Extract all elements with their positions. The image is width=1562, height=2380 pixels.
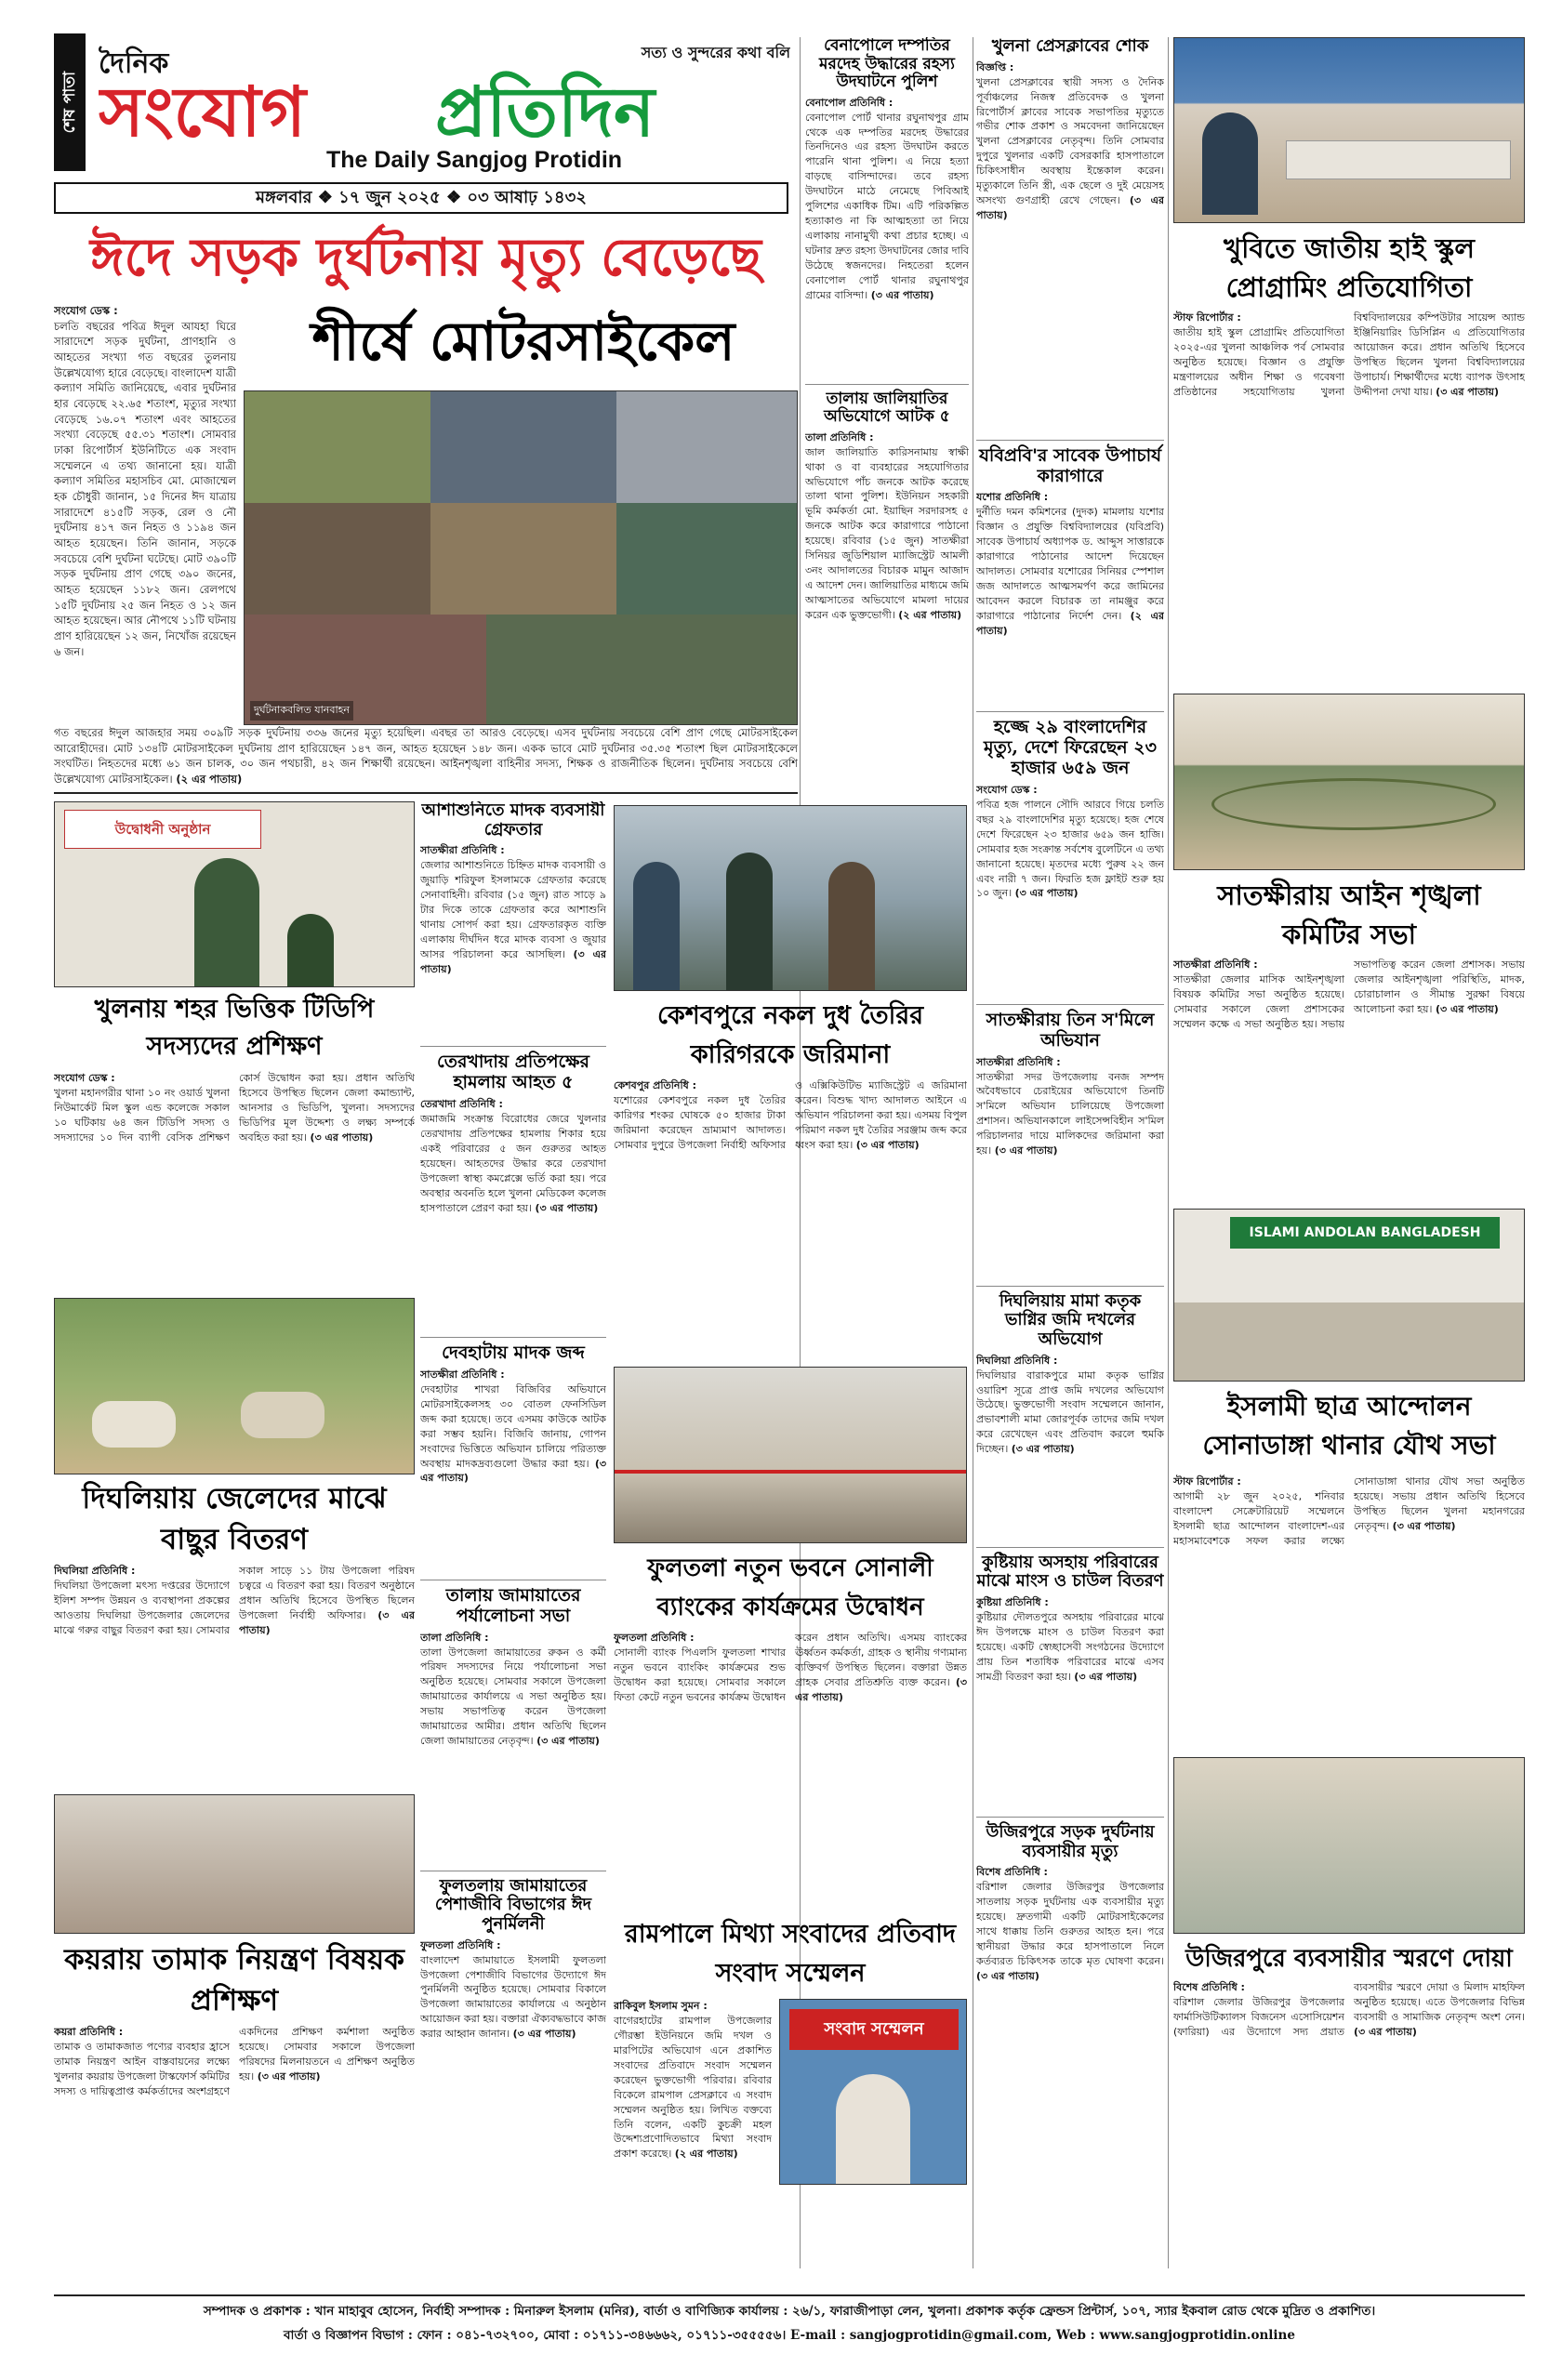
lead-continue: (২ এর পাতায়) bbox=[176, 773, 243, 787]
title-part2: প্রতিদিন bbox=[435, 73, 655, 152]
story-benapole-continue: (৩ এর পাতায়) bbox=[870, 288, 934, 301]
lead-body-bottom bbox=[54, 725, 798, 787]
story-tala-text: জাল জালিয়াতি কারিসনামায় স্বাক্ষী থাকা ও বা ব্যবহারের সহযোগিতার অভিযোগে পাঁচ জনকে আটক করেছে তালা থানা পুলিশ। ইউনিয়ন সহকারী ভূমি কর্মকর্তা মো. ইয়াছিন সরদারসহ ৫ জনকে আটক করে কারাগারে পাঠানো হয়েছে। রবিবার (১৫ জুন) সাতক্ষীরা সিনিয়র জুডিশিয়াল ম্যাজিস্ট্রেট আমলী ৩নং আদালতের বিচারক মামুন আজাদ এ আদেশ দেন। জালিয়াতির মাধ্যমে জমি আত্মসাতের অভিযোগে মামলা দায়ের করেন এক ভুক্তভোগী। bbox=[805, 445, 969, 621]
story-press-club-text: খুলনা প্রেসক্লাবের স্থায়ী সদস্য ও দৈনিক পূর্বাঞ্চলের নিজস্ব প্রতিবেদক ও খুলনা রিপোর্টার্স ক্লাবের সাবেক সভাপতির মৃত্যুতে গভীর শোক প্রকাশ ও সমবেদনা জানিয়েছেন খুলনা প্রেসক্লাবের নেতৃবৃন্দ। তিনি সোমবার দুপুরে খুলনার একটি বেসরকারি হাসপাতালে চিকিৎসাধীন অবস্থায় ইন্তেকাল করেন। মৃত্যুকালে তিনি স্ত্রী, এক ছেলে ও দুই মেয়েসহ অসংখ্য গুণগ্রাহী রেখে গেছেন। bbox=[976, 75, 1164, 207]
story-calf-body bbox=[54, 1564, 415, 1783]
story-rampal-body bbox=[614, 1999, 772, 2278]
story-jasu-headline: যবিপ্রবি'র সাবেক উপাচার্য কারাগারে bbox=[976, 440, 1164, 487]
story-sawmill-body bbox=[976, 1055, 1164, 1278]
pre-title: দৈনিক bbox=[99, 47, 169, 78]
photo-tobacco-training bbox=[54, 1794, 415, 1934]
story-ashashuni-body bbox=[420, 843, 606, 1038]
story-milk-continue: (৩ এর পাতায়) bbox=[855, 1138, 920, 1151]
story-calf-text: দিঘলিয়া উপজেলা মৎস্য দপ্তরের উদ্যোগে ইলিশ সম্পদ উন্নয়ন ও ব্যবস্থাপনা প্রকল্পের আওতায় দিঘলিয়া উপজেলার জেলেদের মাঝে গরুর বাছুর বিতরণ করা হয়। সোমবার সকাল সাড়ে ১১ টায় উপজেলা পরিষদ চত্বরে এ বিতরণ করা হয়। বিতরণ অনুষ্ঠানে প্রধান অতিথি হিসেবে উপস্থিত ছিলেন উপজেলা নির্বাহী অফিসার। bbox=[54, 1565, 415, 1636]
story-ashashuni-headline: আশাশুনিতে মাদক ব্যবসায়ী গ্রেফতার bbox=[421, 801, 605, 840]
story-kuet-body bbox=[1173, 311, 1525, 682]
story-tobacco-continue: (৩ এর পাতায়) bbox=[257, 2069, 321, 2082]
footer-line1: সম্পাদক ও প্রকাশক : খান মাহাবুব হোসেন, নির্বাহী সম্পাদক : মিনারুল ইসলাম (মনির), বার্তা ও বাণিজ্যিক কার্যালয় : ২৬/১, ফারাজীপাড়া লেন, খুলনা। প্রকাশক কর্তৃক ফ্রেন্ডস প্রিন্টার্স, ১০৭, স্যার ইকবাল রোড থেকে মুদ্রিত ও প্রকাশিত। bbox=[203, 2304, 1376, 2319]
story-tala-jamaat-continue: (৩ এর পাতায়) bbox=[536, 1735, 600, 1748]
story-land-body bbox=[976, 1354, 1164, 1540]
story-terokhada-text: জমাজমি সংক্রান্ত বিরোধের জেরে খুলনার তেরখাদায় প্রতিপক্ষের হামলায় শিকার হয়ে একই পরিবারের ৫ জন গুরুতর আহত হয়েছেন। আহতদের উদ্ধার করে তেরখাদা উপজেলা স্বাস্থ্য কমপ্লেক্সে ভর্তি করা হয়। পরে অবস্থার অবনতি হলে খুলনা মেডিকেল কলেজ হাসপাতালে প্রেরণ করা হয়। bbox=[420, 1113, 606, 1214]
story-tala-jamaat-body bbox=[420, 1631, 606, 1863]
story-milk-body bbox=[614, 1078, 967, 1357]
story-islami-text: আগামী ২৮ জুন ২০২৫, শনিবার বাংলাদেশ সেক্রেটারিয়েট সম্মেলনে ইসলামী ছাত্র আন্দোলন বাংলাদেশ-এর মহাসমাবেশকে সফল করার লক্ষ্যে সোনাডাঙ্গা থানার যৌথ সভা অনুষ্ঠিত হয়েছে। সভায় প্রধান অতিথি হিসেবে উপস্থিত ছিলেন খুলনা মহানগরের নেতৃবৃন্দ। bbox=[1173, 1475, 1525, 1547]
side-tab bbox=[54, 33, 86, 171]
story-press-club-byline: বিজ্ঞপ্তি : bbox=[976, 60, 1014, 73]
story-sawmill-headline: সাতক্ষীরায় তিন স'মিলে অভিযান bbox=[976, 1004, 1164, 1051]
story-sonali-headline: ফুলতলা নতুন ভবনে সোনালী ব্যাংকের কার্যক্রমের উদ্বোধন bbox=[647, 1554, 933, 1621]
story-fultala-jamaat-body bbox=[420, 1938, 606, 2171]
story-jasu-continue: (২ এর পাতায়) bbox=[976, 609, 1164, 637]
lead-headline: ঈদে সড়ক দুর্ঘটনায় মৃত্যু বেড়েছে bbox=[90, 227, 761, 288]
story-rampal-continue: (২ এর পাতায়) bbox=[674, 2148, 738, 2161]
story-milk-headline: কেশবপুরে নকল দুধ তৈরির কারিগরকে জরিমানা bbox=[656, 1001, 924, 1069]
side-tab-label: শেষ পাতা bbox=[60, 71, 79, 134]
date-line: মঙ্গলবার ❖ ১৭ জুন ২০২৫ ❖ ০৩ আষাঢ় ১৪৩২ bbox=[54, 182, 788, 214]
story-ujirpur-doa-body bbox=[1173, 1980, 1525, 2287]
lead-bottom-rule bbox=[54, 792, 798, 794]
story-satkhira-law-continue: (৩ এর পাতায়) bbox=[1435, 1002, 1499, 1015]
mid-column bbox=[976, 37, 1164, 2268]
story-tobacco-byline: কয়রা প্রতিনিধি : bbox=[54, 2026, 124, 2038]
story-hajj-text: পবিত্র হজ পালনে সৌদি আরবে গিয়ে চলতি বছর ২৯ বাংলাদেশির মৃত্যু হয়েছে। হজ শেষে দেশে ফিরেছেন ২৩ হাজার ৬৫৯ জন হাজি। সোমবার হজ সংক্রান্ত সর্বশেষ বুলেটিনে এ তথ্য জানানো হয়েছে। মৃতদের মধ্যে পুরুষ ২২ জন এবং নারী ৭ জন। ফিরতি হজ ফ্লাইট শুরু হয় ১০ জুন। bbox=[976, 798, 1164, 900]
story-ujirpur-accident-text: বরিশাল জেলার উজিরপুর উপজেলার সাতলায় সড়ক দুর্ঘটনায় এক ব্যবসায়ীর মৃত্যু হয়েছে। দ্রুতগামী একটি মোটরসাইকেলের সাথে ধাক্কায় তিনি গুরুতর আহত হন। পরে স্থানীয়রা উদ্ধার করে হাসপাতালে নিলে কর্তব্যরত চিকিৎসক তাকে মৃত ঘোষণা করেন। bbox=[976, 1881, 1164, 1968]
story-rampal-text: বাগেরহাটের রামপাল উপজেলার গৌরম্ভা ইউনিয়নে জমি দখল ও মারপিটের অভিযোগ এনে প্রকাশিত সংবাদের প্রতিবাদে সংবাদ সম্মেলন করেছেন ভুক্তভোগী পরিবার। রবিবার বিকেলে রামপাল প্রেসক্লাবে এ সংবাদ সম্মেলন অনুষ্ঠিত হয়। লিখিত বক্তব্যে তিনি বলেন, একটি কুচক্রী মহল উদ্দেশ্যপ্রণোদিতভাবে মিথ্যা সংবাদ প্রকাশ করেছে। bbox=[614, 2014, 772, 2161]
story-calf-continue: (৩ এর পাতায়) bbox=[239, 1608, 415, 1636]
story-rampal-byline: রাকিবুল ইসলাম সুমন : bbox=[614, 2000, 708, 2012]
story-tdp-continue: (৩ এর পাতায়) bbox=[310, 1130, 374, 1144]
photo-tdp-training bbox=[54, 801, 415, 987]
story-kuet-byline: স্টাফ রিপোর্টার : bbox=[1173, 311, 1241, 324]
second-column bbox=[420, 801, 606, 2289]
story-ujirpur-accident-body bbox=[976, 1865, 1164, 2079]
story-islami-body bbox=[1173, 1474, 1525, 1753]
story-fultala-jamaat-text: বাংলাদেশ জামায়াতে ইসলামী ফুলতলা উপজেলা পেশাজীবি বিভাগের উদ্যোগে ঈদ পুনর্মিলনী অনুষ্ঠিত হয়েছে। সোমবার বিকালে উপজেলা জামায়াতের কার্যালয়ে এ অনুষ্ঠান আয়োজন করা হয়। বক্তারা ঐক্যবদ্ধভাবে কাজ করার আহ্বান জানান। bbox=[420, 1953, 606, 2041]
story-ujirpur-doa-byline: বিশেষ প্রতিনিধি : bbox=[1173, 1981, 1245, 1993]
photo-ujirpur-doa bbox=[1173, 1757, 1525, 1934]
story-debhata-headline: দেবহাটায় মাদক জব্দ bbox=[420, 1337, 606, 1364]
story-tala-jamaat-headline: তালায় জামায়াতের পর্যালোচনা সভা bbox=[420, 1580, 606, 1627]
story-benapole-body bbox=[805, 96, 969, 375]
story-terokhada-headline: তেরখাদায় প্রতিপক্ষের হামলায় আহত ৫ bbox=[420, 1046, 606, 1093]
story-benapole-byline: বেনাপোল প্রতিনিধি : bbox=[805, 96, 894, 109]
story-land-continue: (৩ এর পাতায়) bbox=[1011, 1443, 1075, 1456]
tdp-banner: উদ্বোধনী অনুষ্ঠান bbox=[64, 810, 261, 849]
story-tdp-headline: খুলনায় শহর ভিত্তিক টিডিপি সদস্যদের প্রশিক্ষণ bbox=[94, 995, 375, 1061]
story-sawmill-text: সাতক্ষীরা সদর উপজেলায় বনজ সম্পদ অবৈধভাবে চেরাইয়ের অভিযোগে তিনটি স'মিলে অভিযান চালিয়েছে উপজেলা প্রশাসন। অভিযানকালে লাইসেন্সবিহীন স'মিল পরিচালনার দায়ে মালিকদের জরিমানা করা হয়। bbox=[976, 1070, 1164, 1157]
story-sawmill-continue: (৩ এর পাতায়) bbox=[994, 1144, 1058, 1157]
story-satkhira-law-headline: সাতক্ষীরায় আইন শৃঙ্খলা কমিটির সভা bbox=[1217, 879, 1481, 950]
lead-subheadline: শীর্ষে মোটরসাইকেল bbox=[311, 310, 735, 373]
story-debhata-continue: (৩ এর পাতায়) bbox=[420, 1457, 606, 1485]
story-ujirpur-accident-byline: বিশেষ প্রতিনিধি : bbox=[976, 1866, 1048, 1879]
lead-photo-collage bbox=[244, 390, 798, 725]
story-kushtia-headline: কুষ্টিয়ায় অসহায় পরিবারের মাঝে মাংস ও চাউল বিতরণ bbox=[976, 1547, 1164, 1592]
title-part1: সংযোগ bbox=[99, 73, 307, 152]
story-tdp-byline: সংযোগ ডেস্ক : bbox=[54, 1072, 115, 1084]
footer-rule bbox=[54, 2294, 1525, 2296]
lead-byline: সংযোগ ডেস্ক : bbox=[54, 304, 118, 317]
rampal-banner: সংবাদ সম্মেলন bbox=[789, 2009, 959, 2050]
story-sonali-continue: (৩ এর পাতায়) bbox=[795, 1675, 967, 1703]
story-terokhada-body bbox=[420, 1097, 606, 1329]
center-column bbox=[805, 37, 969, 800]
photo-milk-fine bbox=[614, 805, 967, 991]
story-satkhira-law-text: সাতক্ষীরা জেলার মাসিক আইনশৃঙ্খলা বিষয়ক কমিটির সভা অনুষ্ঠিত হয়েছে। সোমবার সকালে জেলা প্রশাসকের সম্মেলন কক্ষে এ সভা অনুষ্ঠিত হয়। সভায় সভাপতিত্ব করেন জেলা প্রশাসক। সভায় জেলার আইনশৃঙ্খলা পরিস্থিতি, মাদক, চোরাচালান ও সীমান্ত সুরক্ষা বিষয়ে আলোচনা করা হয়। bbox=[1173, 959, 1525, 1030]
story-hajj-headline: হজ্জে ২৯ বাংলাদেশির মৃত্যু, দেশে ফিরেছেন ২৩ হাজার ৬৫৯ জন bbox=[976, 711, 1164, 779]
story-jasu-byline: যশোর প্রতিনিধি : bbox=[976, 491, 1049, 504]
story-sonali-byline: ফুলতলা প্রতিনিধি : bbox=[614, 1632, 695, 1644]
story-islami-continue: (৩ এর পাতায়) bbox=[1392, 1519, 1456, 1532]
story-kuet-continue: (৩ এর পাতায়) bbox=[1436, 385, 1500, 398]
story-kushtia-body bbox=[976, 1595, 1164, 1809]
story-tala-continue: (২ এর পাতায়) bbox=[898, 608, 962, 621]
story-benapole-text: বেনাপোল পোর্ট থানার রঘুনাথপুর গ্রাম থেকে এক দম্পতির মরদেহ উদ্ধারের তিনদিনেও এর রহস্য উদঘাটন করতে পারেনি থানা পুলিশ। এ নিয়ে হত্যা বাড়ছে বাসিন্দাদের। তবে রহস্য উদঘাটনে মাঠে নেমেছে পিবিআই পুলিশের একাধিক টিম। এটি পরিকল্পিত হত্যাকাণ্ড না কি আত্মহত্যা তা নিয়ে এলাকায় নানামুখী কথা প্রচার হচ্ছে। এ ঘটনার দ্রুত রহস্য উদঘাটনের জোর দাবি উঠেছে স্বজনদের। নিহতেরা হলেন বেনাপোল পোর্ট থানার রঘুনাথপুর গ্রামের বাসিন্দা। bbox=[805, 111, 969, 301]
photo-islami-andolan bbox=[1173, 1209, 1525, 1382]
story-hajj-continue: (৩ এর পাতায়) bbox=[1014, 887, 1079, 900]
story-milk-byline: কেশবপুর প্রতিনিধি : bbox=[614, 1079, 697, 1091]
story-kushtia-text: কুষ্টিয়ার দৌলতপুরে অসহায় পরিবারের মাঝে ঈদ উপলক্ষে মাংস ও চাউল বিতরণ করা হয়েছে। একটি স্বেচ্ছাসেবী সংগঠনের উদ্যোগে প্রায় তিন শতাধিক পরিবারের মাঝে এসব সামগ্রী বিতরণ করা হয়। bbox=[976, 1610, 1164, 1683]
col-divider-3 bbox=[1168, 37, 1169, 2268]
story-sonali-body bbox=[614, 1631, 967, 1910]
tagline: সত্য ও সুন্দরের কথা বলি bbox=[641, 44, 790, 61]
story-land-headline: দিঘলিয়ায় মামা কতৃক ভাগ্নির জমি দখলের অভিযোগ bbox=[976, 1286, 1164, 1350]
story-ujirpur-doa-continue: (৩ এর পাতায়) bbox=[1354, 2025, 1417, 2038]
story-ashashuni-text: জেলার আশাশুনিতে চিহ্নিত মাদক ব্যবসায়ী ও জুয়াড়ি শরিফুল ইসলামকে গ্রেফতার করেছে সেনাবাহিনী। রবিবার (১৫ জুন) রাত সাড়ে ৯ টার দিকে তাকে গ্রেফতার করে আশাশুনি থানায় সোপর্দ করা হয়। গ্রেফতারকৃত ব্যক্তি এলাকায় দীর্ঘদিন ধরে মাদক ব্যবসা ও জুয়ার আসর পরিচালনা করে আসছিল। bbox=[420, 859, 606, 960]
story-terokhada-byline: তেরখাদা প্রতিনিধি : bbox=[420, 1098, 503, 1111]
story-debhata-byline: সাতক্ষীরা প্রতিনিধি : bbox=[420, 1368, 505, 1381]
story-debhata-text: দেবহাটার শাখরা বিজিবির অভিযানে মোটরসাইকেলসহ ৩০ বোতল ফেনসিডিল জব্দ করা হয়েছে। তবে এসময় কাউকে আটক করা সম্ভব হয়নি। বিজিবি জানায়, গোপন সংবাদের ভিত্তিতে অভিযান চালিয়ে পরিত্যক্ত অবস্থায় মাদকদ্রব্যগুলো উদ্ধার করা হয়। bbox=[420, 1382, 606, 1470]
english-title: The Daily Sangjog Protidin bbox=[325, 147, 623, 173]
story-fultala-jamaat-headline: ফুলতলায় জামায়াতের পেশাজীবি বিভাগের ঈদ পুনর্মিলনী bbox=[420, 1871, 606, 1935]
story-sawmill-byline: সাতক্ষীরা প্রতিনিধি : bbox=[976, 1055, 1061, 1068]
lead-body-left bbox=[54, 303, 236, 721]
story-tala-headline: তালায় জালিয়াতির অভিযোগে আটক ৫ bbox=[805, 384, 969, 427]
lead-body-text: চলতি বছরের পবিত্র ঈদুল আযহা ঘিরে সারাদেশে সড়ক দুর্ঘটনা, প্রাণহানি ও আহতের সংখ্যা গত বছরের তুলনায় উল্লেখযোগ্য হারে বেড়েছে। বাংলাদেশ যাত্রী কল্যাণ সমিতি জানিয়েছে, এবার দুর্ঘটনার হার বেড়েছে ২২.৬৫ শতাংশ, মৃত্যুর সংখ্যা বেড়েছে ১৬.০৭ শতাংশ এবং আহতের সংখ্যা বেড়েছে ৫৫.৩১ শতাংশ। সোমবার ঢাকা রিপোর্টার্স ইউনিটিতে এক সংবাদ সম্মেলনে এ তথ্য জানানো হয়। যাত্রী কল্যাণ সমিতির মহাসচিব মো. মোজাম্মেল হক চৌধুরী জানান, ১৫ দিনের ঈদ যাত্রায় সারাদেশে ৪১৫টি সড়ক, রেল ও নৌ দুর্ঘটনায় ৪১৭ জন নিহত ও ১১৯৪ জন আহত হয়েছেন। তিনি জানান, সড়কে সবচেয়ে বেশি দুর্ঘটনা ঘটেছে। মোট ৩৯০টি সড়ক দুর্ঘটনায় প্রাণ গেছে ৩৯০ জনের, আহত হয়েছেন ১১৮২ জন। রেলপথে ১৫টি দুর্ঘটনায় ২৫ জন নিহত ও ১২ জন আহত হয়েছেন। আর নৌপথে ১১টি ঘটনায় প্রাণ হারিয়েছেন ১২ জন, নিখোঁজ রয়েছেন ৬ জন। bbox=[54, 319, 236, 658]
story-satkhira-law-body bbox=[1173, 958, 1525, 1199]
story-tobacco-body bbox=[54, 2025, 415, 2287]
story-milk-text: যশোরের কেশবপুরে নকল দুধ তৈরির কারিগর শংকর ঘোষকে ৫০ হাজার টাকা জরিমানা করেছেন ভ্রাম্যমাণ আদালত। সোমবার দুপুরে উপজেলা নির্বাহী অফিসার ও এক্সিকিউটিভ ম্যাজিস্ট্রেট এ জরিমানা করেন। বিশুদ্ধ খাদ্য আদালত আইনে এ অভিযান পরিচালনা করা হয়। এসময় বিপুল পরিমাণ নকল দুধ তৈরির সরঞ্জাম জব্দ করে ধ্বংস করা হয়। bbox=[614, 1079, 967, 1151]
lead-body-bottom-text: গত বছরের ঈদুল আজহার সময় ৩০৯টি সড়ক দুর্ঘটনায় ৩৩৬ জনের মৃত্যু হয়েছিল। এবছর তা আরও বেড়েছে। এসব দুর্ঘটনায় সবচেয়ে বেশি প্রাণ গেছে মোটরসাইকেল আরোহীদের। মোট ১৩৪টি মোটরসাইকেল দুর্ঘটনায় প্রাণ হারিয়েছেন ১৪৭ জন, আহত হয়েছেন ১৪৮ জন। একক ভাবে মোট দুর্ঘটনার ৩৫.৩৫ শতাংশ ছিল মোটরসাইকেলে সংঘটিত। নিহতদের মধ্যে ৬১ জন চালক, ৩০ জন পথচারী, ৪২ জন শিক্ষার্থী রয়েছেন। আইনশৃঙ্খলা বাহিনীর সদস্য, শিক্ষক ও রাজনীতিক ছিলেন। দুর্ঘটনায় সবচেয়ে বেশি উল্লেখযোগ্য মোটরসাইকেল। bbox=[54, 726, 798, 787]
story-calf-headline: দিঘলিয়ায় জেলেদের মাঝে বাছুর বিতরণ bbox=[82, 1482, 387, 1556]
photo-rampal-press bbox=[779, 1999, 967, 2185]
story-tala-jamaat-byline: তালা প্রতিনিধি : bbox=[420, 1631, 489, 1644]
photo-calf-distribution bbox=[54, 1298, 415, 1474]
story-ashashuni-byline: সাতক্ষীরা প্রতিনিধি : bbox=[420, 844, 505, 857]
story-press-club-headline: খুলনা প্রেসক্লাবের শোক bbox=[991, 37, 1149, 56]
story-tdp-body bbox=[54, 1071, 415, 1290]
story-kuet-headline: খুবিতে জাতীয় হাই স্কুল প্রোগ্রামিং প্রতিযোগিতা bbox=[1224, 232, 1475, 303]
story-benapole-headline: বেনাপোলে দম্পতির মরদেহ উদ্ধারের রহস্য উদঘাটনে পুলিশ bbox=[819, 37, 955, 92]
story-jasu-text: দুর্নীতি দমন কমিশনের (দুদক) মামলায় যশোর বিজ্ঞান ও প্রযুক্তি বিশ্ববিদ্যালয়ের (যবিপ্রবি) সাবেক উপাচার্য অধ্যাপক ড. আব্দুস সাত্তারকে কারাগারে পাঠানোর আদেশ দিয়েছেন আদালত। সোমবার যশোরের সিনিয়র স্পেশাল জজ আদালতে আত্মসমর্পণ করে জামিনের আবেদন করলে বিচারক তা নামঞ্জুর করে কারাগারে পাঠানোর নির্দেশ দেন। bbox=[976, 506, 1164, 622]
story-tala-byline: তালা প্রতিনিধি : bbox=[805, 430, 874, 443]
story-terokhada-continue: (৩ এর পাতায়) bbox=[535, 1201, 599, 1214]
photo-kuet-programming bbox=[1173, 37, 1525, 223]
story-fultala-jamaat-byline: ফুলতলা প্রতিনিধি : bbox=[420, 1938, 501, 1951]
story-land-text: দিঘলিয়ার বারাকপুরে মামা কতৃক ভাগ্নির ওয়ারিশ সূত্রে প্রাপ্ত জমি দখলের অভিযোগ উঠেছে। ভুক্তভোগী সংবাদ সম্মেলনে জানান, প্রভাবশালী মামা জোরপূর্বক তাদের জমি দখল করে রেখেছেন এবং প্রতিবাদ করলে হুমকি দিচ্ছেন। bbox=[976, 1368, 1164, 1456]
story-ashashuni-continue: (৩ এর পাতায়) bbox=[420, 947, 606, 975]
story-press-club-body bbox=[976, 60, 1164, 432]
footer-line2: বার্তা ও বিজ্ঞাপন বিভাগ : ফোন : ০৪১-৭৩২৭০০, মোবা : ০১৭১১-৩৪৬৬৬২, ০১৭১১-৩৫৫৫৫৬। E-mail : sangjogprotidin@gmail.com, Web : www.sangjogprotidin.online bbox=[284, 2328, 1295, 2343]
story-islami-headline: ইসলামী ছাত্র আন্দোলন সোনাডাঙ্গা থানার যৌথ সভা bbox=[1202, 1391, 1496, 1461]
story-tobacco-text: তামাক ও তামাকজাত পণ্যের ব্যবহার হ্রাসে তামাক নিয়ন্ত্রণ আইন বাস্তবায়নের লক্ষ্যে খুলনার কয়রায় উপজেলা টাস্কফোর্স কমিটির সদস্য ও দায়িত্বপ্রাপ্ত কর্মকর্তাদের অংশগ্রহণে একদিনের প্রশিক্ষণ কর্মশালা অনুষ্ঠিত হয়েছে। সোমবার সকালে উপজেলা পরিষদের মিলনায়তনে এ প্রশিক্ষণ অনুষ্ঠিত হয়। bbox=[54, 2026, 415, 2097]
lead-photo-caption: দুর্ঘটনাকবলিত যানবাহন bbox=[250, 701, 353, 721]
story-satkhira-law-byline: সাতক্ষীরা প্রতিনিধি : bbox=[1173, 959, 1258, 971]
islami-banner: ISLAMI ANDOLAN BANGLADESH bbox=[1230, 1217, 1500, 1249]
story-press-club-continue: (৩ এর পাতায়) bbox=[976, 194, 1164, 222]
story-tobacco-headline: কয়রায় তামাক নিয়ন্ত্রণ বিষয়ক প্রশিক্ষণ bbox=[64, 1943, 404, 2017]
story-ujirpur-doa-text: বরিশাল জেলার উজিরপুর উপজেলার ফার্মাসিউটিক্যালস বিজনেস এসোসিয়েশন (ফারিয়া) এর উদ্যোগে সদ্য প্রয়াত ব্যবসায়ীর স্মরণে দোয়া ও মিলাদ মাহফিল অনুষ্ঠিত হয়েছে। এতে উপজেলার বিভিন্ন ব্যবসায়ী ও সামাজিক নেতৃবৃন্দ অংশ নেন। bbox=[1173, 1981, 1525, 2038]
story-ujirpur-accident-headline: উজিরপুরে সড়ক দুর্ঘটনায় ব্যবসায়ীর মৃত্যু bbox=[976, 1817, 1164, 1861]
story-tdp-text: খুলনা মহানগরীর থানা ১০ নং ওয়ার্ড খুলনা নিউমার্কেট মিল স্কুল এন্ড কলেজে সকাল ১০ ঘটিকায় ৬৪ জন টিডিপি সদস্য ও সদস্যাদের ১০ দিন ব্যাপী বেসিক প্রশিক্ষণ কোর্স উদ্বোধন করা হয়। প্রধান অতিথি হিসেবে উপস্থিত ছিলেন জেলা কমান্ড্যান্ট, আনসার ও ভিডিপি, খুলনা। সদস্যদের ভিডিপির মূল উদ্দেশ্য ও লক্ষ্য সম্পর্কে অবহিত করা হয়। bbox=[54, 1072, 415, 1144]
story-tala-jamaat-text: তালা উপজেলা জামায়াতের রুকন ও কর্মী পরিষদ সদস্যদের নিয়ে পর্যালোচনা সভা অনুষ্ঠিত হয়েছে। সোমবার সকালে উপজেলা জামায়াতের কার্যালয়ে এ সভা অনুষ্ঠিত হয়। সভায় সভাপতিত্ব করেন উপজেলা জামায়াতের আমীর। প্রধান অতিথি ছিলেন জেলা জামায়াতের নেতৃবৃন্দ। bbox=[420, 1646, 606, 1748]
story-hajj-body bbox=[976, 783, 1164, 997]
photo-sonali-bank bbox=[614, 1367, 967, 1543]
story-fultala-jamaat-continue: (৩ এর পাতায়) bbox=[512, 2028, 576, 2041]
story-rampal-headline: রামপালে মিথ্যা সংবাদের প্রতিবাদ সংবাদ সম্মেলন bbox=[624, 1920, 957, 1988]
story-tala-body bbox=[805, 430, 969, 737]
story-islami-byline: স্টাফ রিপোর্টার : bbox=[1173, 1475, 1241, 1488]
story-kuet-text: জাতীয় হাই স্কুল প্রোগ্রামিং প্রতিযোগিতা ২০২৫-এর খুলনা আঞ্চলিক পর্ব সোমবার অনুষ্ঠিত হয়েছে। বিজ্ঞান ও প্রযুক্তি মন্ত্রণালয়ের অধীন শিক্ষা ও গবেষণা প্রতিষ্ঠানের সহযোগিতায় খুলনা বিশ্ববিদ্যালয়ের কম্পিউটার সায়েন্স অ্যান্ড ইঞ্জিনিয়ারিং ডিসিপ্লিন এ প্রতিযোগিতার আয়োজন করে। প্রধান অতিথি হিসেবে উপস্থিত ছিলেন খুলনা বিশ্ববিদ্যালয়ের উপাচার্য। শিক্ষার্থীদের মধ্যে ব্যাপক উৎসাহ উদ্দীপনা দেখা যায়। bbox=[1173, 311, 1525, 398]
story-debhata-body bbox=[420, 1368, 606, 1572]
story-kushtia-byline: কুষ্টিয়া প্রতিনিধি : bbox=[976, 1596, 1049, 1609]
story-jasu-body bbox=[976, 490, 1164, 704]
story-sonali-text: সোনালী ব্যাংক পিএলসি ফুলতলা শাখার নতুন ভবনে ব্যাংকিং কার্যক্রমের শুভ উদ্বোধন করা হয়েছে। সোমবার সকালে ফিতা কেটে নতুন ভবনের কার্যক্রম উদ্বোধন করেন প্রধান অতিথি। এসময় ব্যাংকের ঊর্ধ্বতন কর্মকর্তা, গ্রাহক ও স্থানীয় গণ্যমান্য ব্যক্তিবর্গ উপস্থিত ছিলেন। বক্তারা উন্নত গ্রাহক সেবার প্রতিশ্রুতি ব্যক্ত করেন। bbox=[614, 1632, 967, 1703]
story-kushtia-continue: (৩ এর পাতায়) bbox=[1074, 1670, 1138, 1683]
story-hajj-byline: সংযোগ ডেস্ক : bbox=[976, 783, 1038, 796]
story-ujirpur-accident-continue: (৩ এর পাতায়) bbox=[976, 1969, 1039, 1982]
story-land-byline: দিঘলিয়া প্রতিনিধি : bbox=[976, 1354, 1058, 1367]
story-ujirpur-doa-headline: উজিরপুরে ব্যবসায়ীর স্মরণে দোয়া bbox=[1185, 1945, 1513, 1973]
photo-law-order-meeting bbox=[1173, 694, 1525, 870]
story-calf-byline: দিঘলিয়া প্রতিনিধি : bbox=[54, 1565, 136, 1577]
